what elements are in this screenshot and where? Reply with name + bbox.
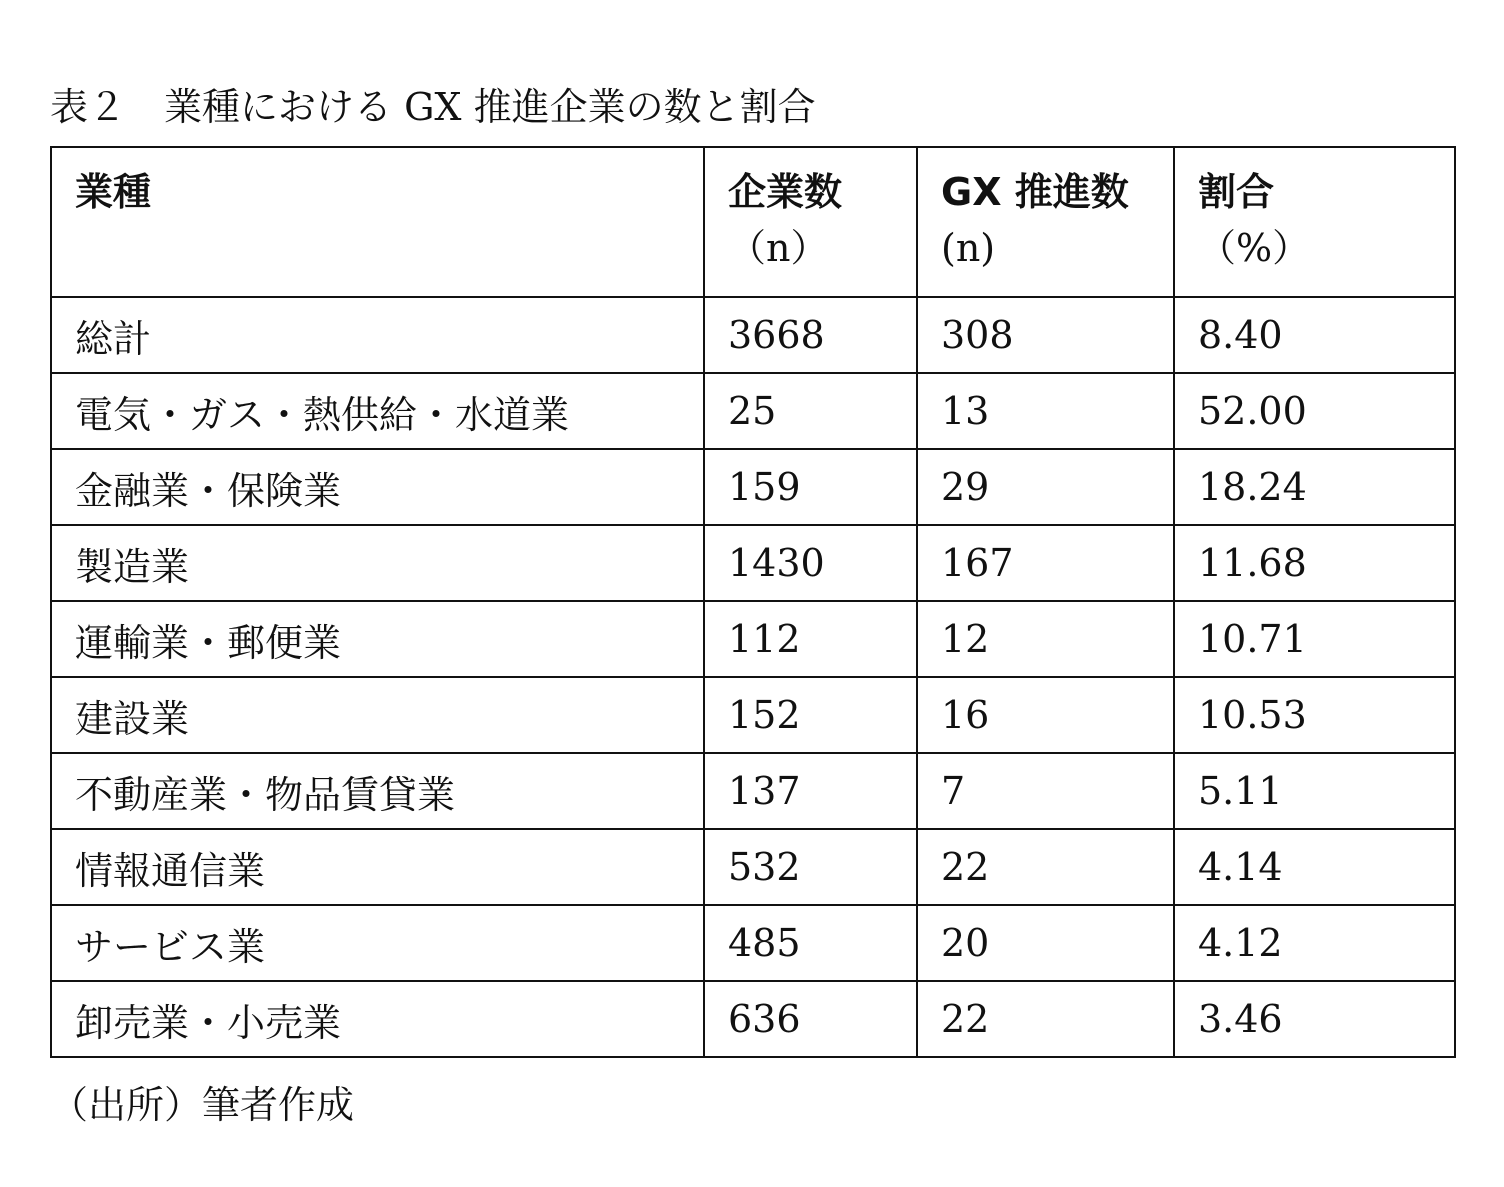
cell-industry: サービス業	[51, 905, 704, 981]
header-label: GX 推進数	[941, 170, 1129, 214]
header-label: 業種	[75, 170, 152, 214]
cell-company-count: 112	[704, 601, 917, 677]
gx-industry-table	[50, 146, 1456, 1058]
cell-company-count: 152	[704, 677, 917, 753]
header-company-count	[704, 147, 917, 297]
cell-company-count: 636	[704, 981, 917, 1057]
cell-ratio: 10.53	[1174, 677, 1455, 753]
cell-company-count: 3668	[704, 297, 917, 373]
cell-company-count: 1430	[704, 525, 917, 601]
header-ratio	[1174, 147, 1455, 297]
table-header-row	[51, 147, 1455, 297]
cell-industry: 卸売業・小売業	[51, 981, 704, 1057]
table-row	[51, 905, 1455, 981]
cell-gx-count: 167	[917, 525, 1174, 601]
cell-industry: 不動産業・物品賃貸業	[51, 753, 704, 829]
header-gx-count	[917, 147, 1174, 297]
header-unit: （%）	[1198, 226, 1311, 270]
cell-ratio: 8.40	[1174, 297, 1455, 373]
cell-gx-count: 22	[917, 981, 1174, 1057]
cell-gx-count: 22	[917, 829, 1174, 905]
cell-industry: 情報通信業	[51, 829, 704, 905]
header-label: 企業数	[728, 170, 843, 214]
cell-ratio: 11.68	[1174, 525, 1455, 601]
cell-ratio: 18.24	[1174, 449, 1455, 525]
cell-gx-count: 7	[917, 753, 1174, 829]
table-row	[51, 297, 1455, 373]
table-row	[51, 753, 1455, 829]
table-row	[51, 449, 1455, 525]
cell-gx-count: 12	[917, 601, 1174, 677]
cell-company-count: 532	[704, 829, 917, 905]
cell-ratio: 4.12	[1174, 905, 1455, 981]
source-note: （出所）筆者作成	[50, 1083, 355, 1127]
cell-ratio: 4.14	[1174, 829, 1455, 905]
header-industry	[51, 147, 704, 297]
table-row	[51, 525, 1455, 601]
cell-ratio: 5.11	[1174, 753, 1455, 829]
cell-industry: 電気・ガス・熱供給・水道業	[51, 373, 704, 449]
cell-ratio: 3.46	[1174, 981, 1455, 1057]
cell-company-count: 485	[704, 905, 917, 981]
header-unit: （n）	[728, 226, 829, 270]
header-unit: (n)	[941, 226, 996, 270]
table-row	[51, 981, 1455, 1057]
cell-industry: 金融業・保険業	[51, 449, 704, 525]
cell-gx-count: 308	[917, 297, 1174, 373]
table-row	[51, 677, 1455, 753]
cell-gx-count: 29	[917, 449, 1174, 525]
table-caption: 表２ 業種における GX 推進企業の数と割合	[50, 85, 816, 129]
cell-company-count: 159	[704, 449, 917, 525]
cell-industry: 総計	[51, 297, 704, 373]
cell-gx-count: 16	[917, 677, 1174, 753]
cell-industry: 建設業	[51, 677, 704, 753]
cell-company-count: 137	[704, 753, 917, 829]
table-body	[51, 297, 1455, 1057]
cell-industry: 製造業	[51, 525, 704, 601]
cell-ratio: 10.71	[1174, 601, 1455, 677]
cell-gx-count: 13	[917, 373, 1174, 449]
cell-gx-count: 20	[917, 905, 1174, 981]
table-row	[51, 373, 1455, 449]
header-label: 割合	[1198, 170, 1275, 214]
cell-industry: 運輸業・郵便業	[51, 601, 704, 677]
cell-company-count: 25	[704, 373, 917, 449]
cell-ratio: 52.00	[1174, 373, 1455, 449]
table-row	[51, 829, 1455, 905]
table-row	[51, 601, 1455, 677]
